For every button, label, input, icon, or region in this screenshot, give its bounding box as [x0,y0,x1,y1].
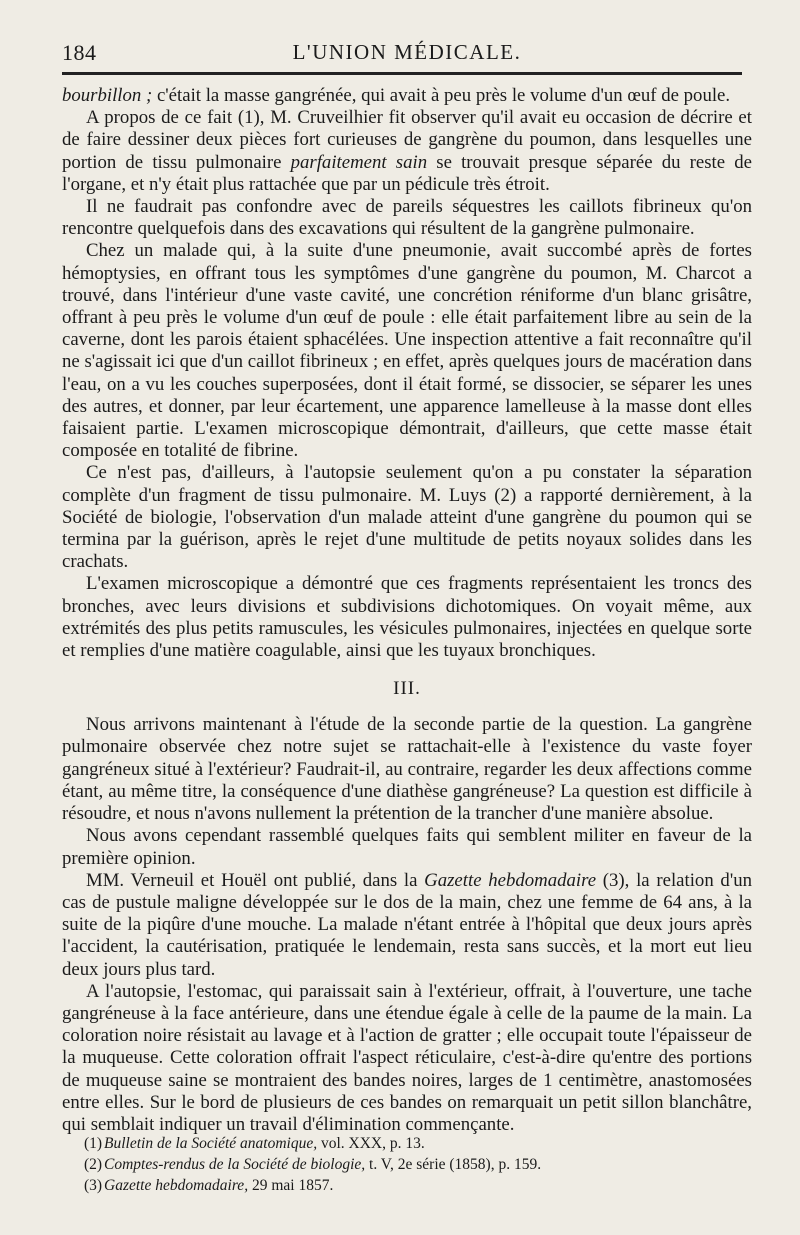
italic-text: parfaitement sain [290,151,428,173]
italic-text: Gazette hebdomadaire [424,869,597,891]
page-number: 184 [62,40,97,65]
footnote-number: (1) [84,1135,103,1152]
footnote [84,1175,752,1196]
italic-text: Bulletin de la Société anatomique, [104,1135,318,1152]
paragraph [62,196,752,240]
paragraph [62,240,752,462]
text-run: c'était la masse gangrénée, qui avait à peu près le volume d'un œuf de poule. [152,85,731,106]
paragraph [62,462,752,573]
italic-text: bourbillon ; [62,85,153,106]
article-body [62,85,752,1136]
text-run: se trouvait presque séparée du reste de l'organe, et n'y était plus rattachée que par un pédicule très étroit. [62,151,752,195]
page-header [62,40,752,74]
paragraphs-after-section [62,714,752,1136]
text-run: t. V, 2e série (1858), p. 159. [365,1156,542,1173]
footnotes [84,1133,752,1196]
italic-text: Gazette hebdomadaire, [104,1177,249,1194]
text-run: vol. XXX, p. 13. [317,1135,425,1152]
text-run: Ce n'est pas, d'ailleurs, à l'autopsie seulement qu'on a pu constater la séparation complète d'un fragment de tissu pulmonaire. M. Luys (2) a rapporté dernièrement, à la Société de biologie, l'observation d'un malade atteint d'une gangrène du poumon qui se termina par la guérison, après le rejet d'une multitude de petits noyaux solides dans les crachats. [62,462,752,573]
text-run: (3), la relation d'un cas de pustule maligne développée sur le dos de la main, chez une femme de 64 ans, à la suite de la piqûre d'une mouche. La malade n'étant entrée à l'hôpital que deux jours après l'accident, la cautérisation, pratiquée le lendemain, resta sans succès, et la mort eut lieu deux jours plus tard. [62,869,752,980]
text-run: 29 mai 1857. [248,1177,334,1194]
footnote [84,1154,752,1175]
header-rule [62,72,742,75]
footnote-number: (2) [84,1156,103,1173]
section-heading: III. [393,678,421,700]
italic-text: Comptes-rendus de la Société de biologie, [104,1156,366,1173]
paragraph [62,714,752,825]
paragraph [62,870,752,981]
text-run: Nous arrivons maintenant à l'étude de la seconde partie de la question. La gangrène pulmonaire observée chez notre sujet se rattachait-elle à l'existence du vaste foyer gangréneux situé à l'extérieur? Faudrait-il, au contraire, regarder les deux affections comme étant, au même titre, la conséquence d'une diathèse gangréneuse? La question est difficile à résoudre, et nous n'avons nullement la prétention de la trancher d'une manière absolue. [62,714,752,825]
text-run: Il ne faudrait pas confondre avec de pareils séquestres les caillots fibrineux qu'on rencontre quelquefois dans des excavations qui résultent de la gangrène pulmonaire. [62,196,752,240]
paragraphs-before-section [62,85,752,662]
text-run: MM. Verneuil et Houël ont publié, dans la [86,869,425,891]
footnote-number: (3) [84,1177,103,1194]
paragraph [62,107,752,196]
footnote [84,1133,752,1154]
text-run: A l'autopsie, l'estomac, qui paraissait sain à l'extérieur, offrait, à l'ouverture, une tache gangréneuse à la face antérieure, dans une étendue égale à celle de la paume de la main. La coloration noire résistait au lavage et à l'action de gratter ; elle occupait toute l'épaisseur de la muqueuse. Cette coloration offrait l'aspect réticulaire, c'est-à-dire qu'entre des portions de muqueuse saine se montraient des bandes noires, larges de 1 centimètre, anastomosées entre elles. Sur le bord de plusieurs de ces bandes on remarquait un petit sillon blanchâtre, qui semblait indiquer un travail d'élimination commençante. [62,980,752,1135]
text-run: Chez un malade qui, à la suite d'une pneumonie, avait succombé après de fortes hémoptysies, en offrant tous les symptômes d'une gangrène du poumon, M. Charcot a trouvé, dans l'intérieur d'une vaste cavité, une concrétion réniforme d'un blanc grisâtre, offrant à peu près le volume d'un œuf de poule : elle était parfaitement libre au sein de la caverne, dont les parois étaient sphacélées. Une inspection attentive a fait reconnaître qu'il ne s'agissait ici que d'un caillot fibrineux ; en effet, après quelques jours de macération dans l'eau, on a vu les couches superposées, dont il était formé, se dissocier, se séparer les unes des autres, et donner, par leur écartement, une apparence lamelleuse à la masse dont elles faisaient partie. L'examen microscopique démontrait, d'ailleurs, que cette masse était composée en totalité de fibrine. [62,240,752,462]
running-title: L'UNION MÉDICALE. [292,40,522,64]
paragraph [62,85,752,107]
paragraph [62,981,752,1136]
text-run: A propos de ce fait (1), M. Cruveilhier fit observer qu'il avait eu occasion de décrire et de faire dessiner deux pièces fort curieuses de gangrène du poumon, dans lesquelles une portion de tissu pulmonaire [62,107,752,173]
paragraph [62,825,752,869]
text-run: L'examen microscopique a démontré que ces fragments représentaient les troncs des bronches, avec leurs divisions et subdivisions dichotomiques. On voyait même, aux extrémités des plus petits ramuscules, les vésicules pulmonaires, injectées en quelque sorte et remplies d'une matière coagulable, ainsi que les tuyaux bronchiques. [62,573,752,662]
paragraph [62,573,752,662]
text-run: Nous avons cependant rassemblé quelques faits qui semblent militer en faveur de la première opinion. [62,825,752,869]
